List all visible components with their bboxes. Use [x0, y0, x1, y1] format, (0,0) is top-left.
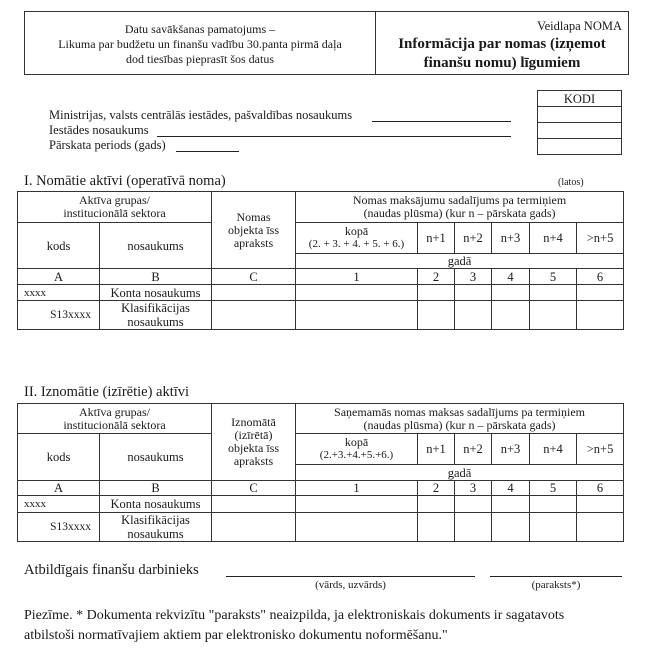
nosaukums-header: nosaukums — [100, 223, 212, 269]
header-line: Nomas — [236, 209, 271, 224]
value-cell[interactable] — [530, 496, 577, 513]
header-line: institucionālā sektora — [63, 206, 166, 220]
col-code: 3 — [455, 269, 492, 285]
header-line: (2. + 3. + 4. + 5. + 6.) — [308, 238, 405, 250]
period-field[interactable] — [176, 151, 239, 152]
kods-header: kods — [18, 434, 100, 481]
header-line: (naudas plūsma) (kur n – pārskata gads) — [363, 417, 556, 432]
col-code: 1 — [296, 269, 418, 285]
code-period[interactable] — [538, 139, 622, 155]
code-ministry[interactable] — [538, 107, 622, 123]
section1-title: I. Nomātie aktīvi (operatīvā noma) — [24, 173, 226, 189]
section1-table — [17, 191, 624, 330]
col-code: C — [212, 481, 296, 496]
period-header: n+4 — [530, 223, 577, 254]
value-cell[interactable] — [455, 513, 492, 542]
period-header: n+2 — [455, 223, 492, 254]
description-header — [212, 192, 296, 269]
nosaukums-cell: Konta nosaukums — [100, 496, 212, 513]
institution-label: Iestādes nosaukums — [49, 123, 149, 137]
col-code: 5 — [530, 269, 577, 285]
col-code: 4 — [492, 481, 530, 496]
nosaukums-header: nosaukums — [100, 434, 212, 481]
kods-cell: S13xxxx — [18, 513, 100, 542]
value-cell[interactable] — [530, 513, 577, 542]
value-cell[interactable] — [577, 513, 624, 542]
value-cell[interactable] — [455, 496, 492, 513]
value-cell[interactable] — [418, 496, 455, 513]
period-header: n+1 — [418, 434, 455, 465]
description-header — [212, 404, 296, 481]
codes-header: KODI — [538, 91, 622, 107]
header-line: (2.+3.+4.+5.+6.) — [319, 449, 394, 461]
col-code: A — [18, 481, 100, 496]
header-line: objekta īss — [228, 222, 279, 237]
header-line: objekta īss — [228, 441, 279, 455]
legal-basis — [25, 12, 376, 74]
nosaukums-cell: Konta nosaukums — [100, 285, 212, 301]
total-header — [296, 434, 418, 465]
description-cell[interactable] — [212, 513, 296, 542]
value-cell[interactable] — [455, 301, 492, 330]
section2-table — [17, 403, 624, 542]
legal-basis-line: dod tiesības pieprasīt šos datus — [126, 51, 274, 66]
table-row — [18, 285, 624, 301]
header-line: Iznomātā — [231, 415, 276, 429]
kods-cell: xxxx — [18, 285, 100, 301]
col-code: B — [100, 481, 212, 496]
period-header: >n+5 — [577, 223, 624, 254]
kods-cell: S13xxxx — [18, 301, 100, 330]
breakdown-header — [296, 192, 624, 223]
form-title-line: finanšu nomu) līgumiem — [423, 55, 581, 71]
value-cell[interactable] — [577, 496, 624, 513]
legal-basis-line: Likuma par budžetu un finanšu vadību 30.panta pirmā daļa — [58, 36, 342, 51]
value-cell[interactable] — [492, 301, 530, 330]
col-code: 3 — [455, 481, 492, 496]
period-header: n+3 — [492, 434, 530, 465]
description-cell[interactable] — [212, 285, 296, 301]
units-label: (latos) — [558, 177, 584, 188]
value-cell[interactable] — [418, 285, 455, 301]
kods-header: kods — [18, 223, 100, 269]
footnote-line: atbilstoši normatīvajiem aktiem par elektronisko dokumentu noformēšanu." — [24, 628, 448, 643]
value-cell[interactable] — [577, 285, 624, 301]
form-title-block — [376, 12, 628, 74]
signature-caption: (paraksts*) — [531, 579, 581, 591]
col-code: 2 — [418, 269, 455, 285]
value-cell[interactable] — [492, 496, 530, 513]
header-line: (izīrētā) — [234, 428, 273, 442]
value-cell[interactable] — [530, 301, 577, 330]
codes-box — [537, 90, 622, 155]
header-line: Nomas maksājumu sadalījums pa termiņiem — [352, 193, 567, 207]
period-header: n+2 — [455, 434, 492, 465]
responsible-officer-label: Atbildīgais finanšu darbinieks — [24, 562, 199, 578]
ministry-field[interactable] — [372, 121, 511, 122]
breakdown-header — [296, 404, 624, 434]
col-code: 6 — [577, 481, 624, 496]
period-header: n+3 — [492, 223, 530, 254]
value-cell[interactable] — [492, 513, 530, 542]
legal-basis-line: Datu savākšanas pamatojums – — [124, 21, 276, 36]
header-line: kopā — [344, 435, 369, 449]
total-cell[interactable] — [296, 285, 418, 301]
signature-field[interactable] — [490, 576, 622, 577]
form-title — [376, 35, 628, 73]
value-cell[interactable] — [492, 285, 530, 301]
value-cell[interactable] — [577, 301, 624, 330]
header-line: institucionālā sektora — [63, 417, 166, 432]
col-code: 2 — [418, 481, 455, 496]
col-code: C — [212, 269, 296, 285]
header-line: kopā — [344, 224, 369, 238]
description-cell[interactable] — [212, 496, 296, 513]
col-code: 4 — [492, 269, 530, 285]
value-cell[interactable] — [418, 301, 455, 330]
period-label: Pārskata periods (gads) — [49, 138, 166, 152]
period-header: n+4 — [530, 434, 577, 465]
institution-field[interactable] — [157, 136, 511, 137]
total-header — [296, 223, 418, 254]
header-line: (naudas plūsma) (kur n – pārskata gads) — [363, 206, 556, 220]
period-header: >n+5 — [577, 434, 624, 465]
form-name: Veidlapa NOMA — [536, 19, 622, 33]
asset-group-header — [18, 192, 212, 223]
value-cell[interactable] — [418, 513, 455, 542]
header-line: Aktīva grupas/ — [79, 193, 150, 207]
col-code: 1 — [296, 481, 418, 496]
form-title-line: Informācija par nomas (izņemot — [398, 36, 606, 52]
header-line: apraksts — [233, 454, 274, 468]
total-cell[interactable] — [296, 513, 418, 542]
value-cell[interactable] — [455, 285, 492, 301]
gada-header: gadā — [296, 465, 624, 481]
ministry-label: Ministrijas, valsts centrālās iestādes, pašvaldības nosaukums — [49, 108, 353, 122]
nosaukums-cell: Klasifikācijas nosaukums — [100, 301, 212, 330]
code-institution[interactable] — [538, 123, 622, 139]
asset-group-header — [18, 404, 212, 434]
table-row — [18, 496, 624, 513]
name-caption: (vārds, uzvārds) — [315, 579, 386, 591]
table-row — [18, 301, 624, 330]
col-code: B — [100, 269, 212, 285]
name-field[interactable] — [226, 576, 475, 577]
table-row — [18, 513, 624, 542]
col-code: 5 — [530, 481, 577, 496]
total-cell[interactable] — [296, 496, 418, 513]
period-header: n+1 — [418, 223, 455, 254]
col-code: 6 — [577, 269, 624, 285]
header-line: Saņemamās nomas maksas sadalījums pa termiņiem — [334, 404, 585, 419]
nosaukums-cell: Klasifikācijas nosaukums — [100, 513, 212, 542]
gada-header: gadā — [296, 254, 624, 269]
footnote-line: Piezīme. * Dokumenta rekvizītu "paraksts" neaizpilda, ja elektroniskais dokuments ir sagatavots — [24, 608, 565, 623]
col-code: A — [18, 269, 100, 285]
form-header — [24, 11, 629, 75]
kods-cell: xxxx — [18, 496, 100, 513]
total-cell[interactable] — [296, 301, 418, 330]
section2-title: II. Iznomātie (izīrētie) aktīvi — [24, 384, 190, 400]
footnote — [24, 606, 639, 646]
value-cell[interactable] — [530, 285, 577, 301]
header-line: apraksts — [233, 235, 274, 250]
description-cell[interactable] — [212, 301, 296, 330]
header-line: Aktīva grupas/ — [79, 404, 150, 419]
